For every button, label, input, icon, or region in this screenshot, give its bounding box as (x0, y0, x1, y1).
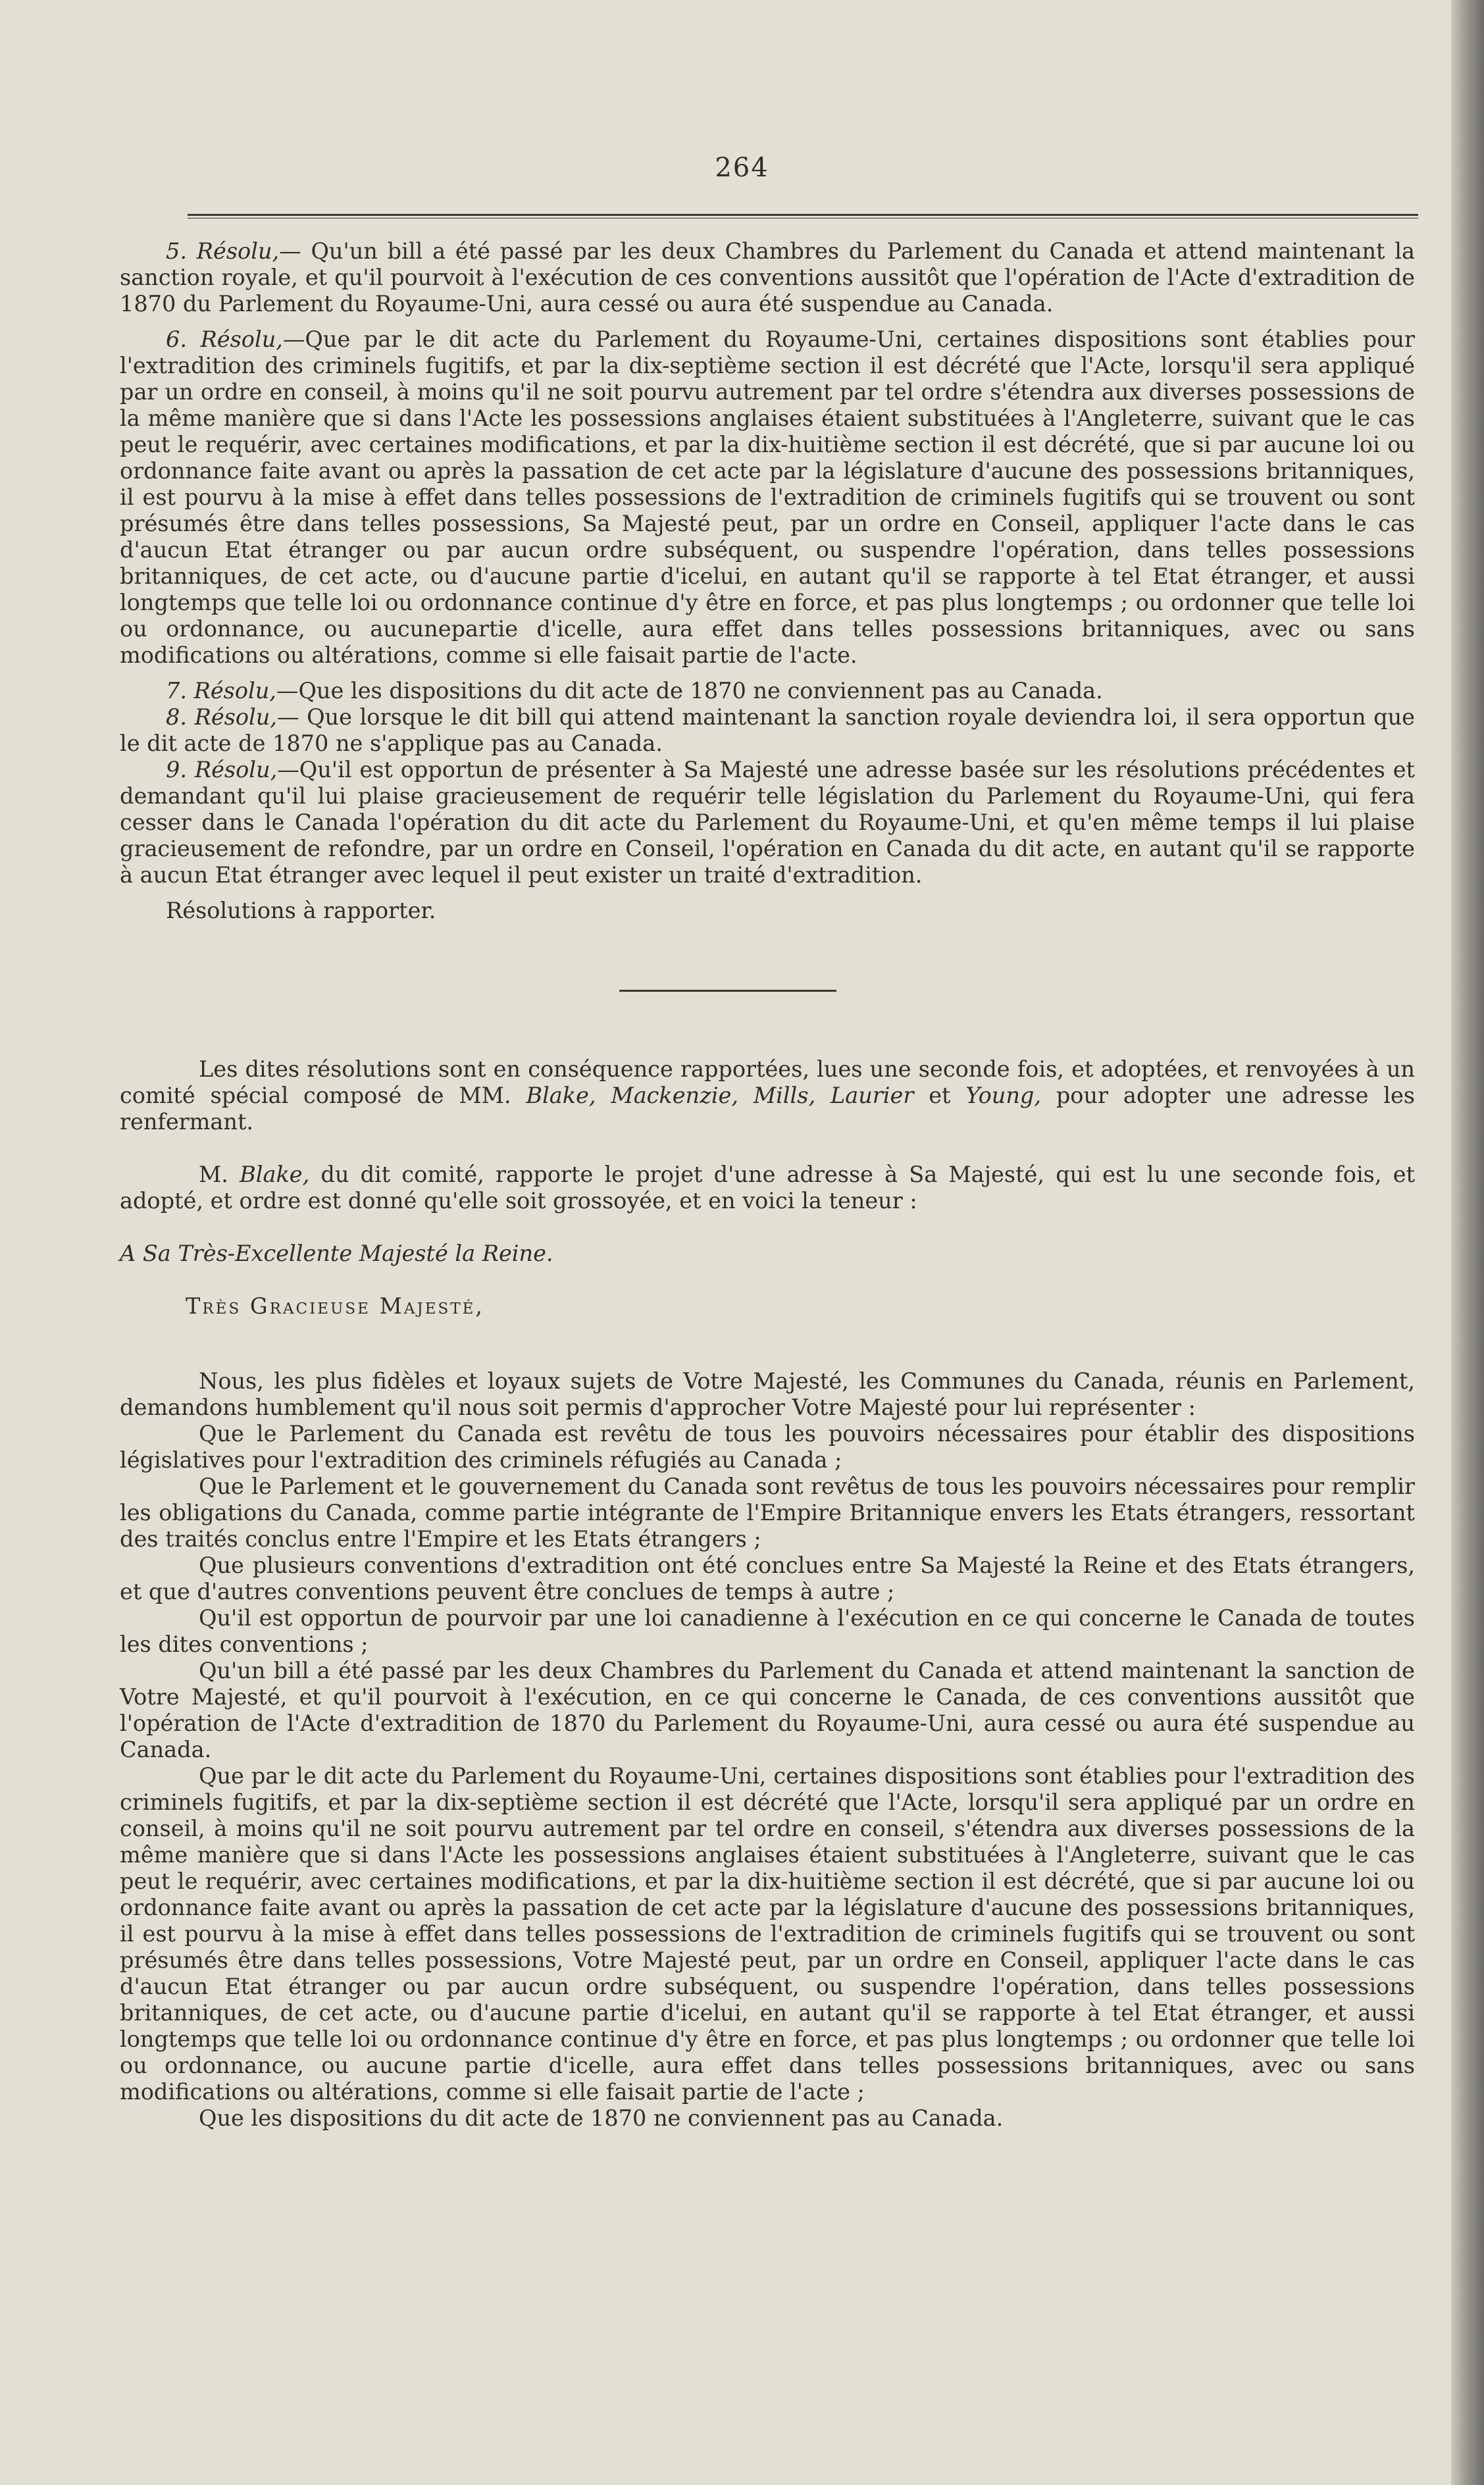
page-number: 264 (715, 153, 769, 183)
resolution-5 (120, 238, 1415, 317)
resolution-label: 6. Résolu, (166, 326, 283, 352)
section-divider (619, 990, 836, 992)
resolution-label: 9. Résolu, (166, 757, 278, 782)
resolution-text: —Que les dispositions du dit acte de 1870 ne conviennent pas au Canada. (276, 678, 1103, 704)
header-rule (188, 214, 1418, 218)
address-paragraph: Nous, les plus fidèles et loyaux sujets de Votre Majesté, les Communes du Canada, réunis en Parlement, demandons humblement qu'il nous soit permis d'approcher Votre Majesté pour lui représenter : (120, 1368, 1415, 1420)
committee-joiner: et (929, 1083, 951, 1108)
binding-gutter (1451, 0, 1484, 2485)
address-heading-text: A Sa Très-Excellente Majesté la Reine. (120, 1241, 553, 1266)
resolution-7 (120, 678, 1415, 704)
address-paragraph: Qu'un bill a été passé par les deux Chambres du Parlement du Canada et attend maintenant la sanction de Votre Majesté, et qu'il pourvoit à l'exécution, en ce qui concerne le Canada, de ces conventions aussitôt que l'opération de l'Acte d'extradition de 1870 du Parlement du Royaume-Uni, aura cessé ou aura été suspendue au Canada. (120, 1658, 1415, 1762)
blake-paragraph (120, 1162, 1415, 1214)
address-paragraph: Que par le dit acte du Parlement du Royaume-Uni, certaines dispositions sont établies pour l'extradition des criminels fugitifs, et par la dix-septième section il est décrété que l'Acte, lorsqu'il sera appliqué par un ordre en conseil, à moins qu'il ne soit pourvu autrement par tel ordre en conseil, s'étendra aux diverses possessions de la même manière que si dans l'Acte les possessions anglaises étaient substituées à l'Angleterre, suivant que le cas peut le requérir, avec certaines modifications, et par la dix-huitième section il est décrété, que si par aucune loi ou ordonnance faite avant ou après la passation de cet acte par la législature d'aucune des possessions britanniques, il est pourvu à la mise à effet dans telles possessions de l'extradition de criminels fugitifs qui se trouvent ou sont présumés être dans telles possessions, Votre Majesté peut, par un ordre en Conseil, appliquer l'acte dans le cas d'aucun Etat étranger ou par aucun ordre subséquent, ou suspendre l'opération, dans telles possessions britanniques, de cet acte, ou d'aucune partie d'icelui, en autant qu'il se rapporte à tel Etat étranger, et aussi longtemps que telle loi ou ordonnance continue d'y être en force, et pas plus longtemps ; ou ordonner que telle loi ou ordonnance, ou aucune partie d'icelle, aura effet dans telles possessions britanniques, avec ou sans modifications ou altérations, comme si elle faisait partie de l'acte ; (120, 1763, 1415, 2105)
text-column (120, 238, 1415, 2132)
address-paragraph: Que les dispositions du dit acte de 1870 ne conviennent pas au Canada. (199, 2105, 1004, 2131)
address-paragraph: Que le Parlement et le gouvernement du Canada sont revêtus de tous les pouvoirs nécessaires pour remplir les obligations du Canada, comme partie intégrante de l'Empire Britannique envers les Etats étrangers, ressortant des traités conclus entre l'Empire et les Etats étrangers ; (120, 1473, 1415, 1552)
resolution-label: 5. Résolu, (166, 238, 280, 264)
resolution-text: — Que lorsque le dit bill qui attend maintenant la sanction royale deviendra loi, il sera opportun que le dit acte de 1870 ne s'applique pas au Canada. (120, 704, 1415, 756)
committee-text: pour adopter une adresse les renfermant. (120, 1083, 1415, 1135)
resolution-text: —Que par le dit acte du Parlement du Royaume-Uni, certaines dispositions sont établies pour l'extradition des criminels fugitifs, et par la dix-septième section il est décrété que l'Acte, lorsqu'il sera appliqué par un ordre en conseil, à moins qu'il ne soit pourvu autrement par tel ordre s'étendra aux diverses possessions de la même manière que si dans l'Acte les possessions anglaises étaient substituées à l'Angleterre, suivant que le cas peut le requérir, avec certaines modifications, et par la dix-huitième section il est décrété, que si par aucune loi ou ordonnance faite avant ou après la passation de cet acte par la législature d'aucune des possessions britanniques, il est pourvu à la mise à effet dans telles possessions de l'extradition de criminels fugitifs qui se trouvent ou sont présumés être dans telles possessions, Sa Majesté peut, par un ordre en Conseil, appliquer l'acte dans le cas d'aucun Etat étranger ou par aucun ordre subséquent, ou suspendre l'opération, dans telles possessions britanniques, de cet acte, ou d'aucune partie d'icelui, en autant qu'il se rapporte à tel Etat étranger, et aussi longtemps que telle loi ou ordonnance continue d'y être en force, et pas plus longtemps ; ou ordonner que telle loi ou ordonnance, ou aucunepartie d'icelle, aura effet dans telles possessions britanniques, avec ou sans modifications ou altérations, comme si elle faisait partie de l'acte. (120, 326, 1415, 668)
address-paragraph: Que le Parlement du Canada est revêtu de tous les pouvoirs nécessaires pour établir des dispositions législatives pour l'extradition des criminels réfugiés au Canada ; (120, 1421, 1415, 1473)
member-name: Laurier (830, 1083, 914, 1108)
resolution-text: —Qu'il est opportun de présenter à Sa Majesté une adresse basée sur les résolutions précédentes et demandant qu'il lui plaise gracieusement de requérir telle législation du Parlement du Royaume-Uni, qui fera cesser dans le Canada l'opération du dit acte du Parlement du Royaume-Uni, et qu'en même temps il lui plaise gracieusement de refondre, par un ordre en Conseil, l'opération en Canada du dit acte, en autant qu'il se rapporte à aucun Etat étranger avec lequel il peut exister un traité d'extradition. (120, 757, 1416, 888)
member-name: Young, (965, 1083, 1041, 1108)
committee-text: Les dites résolutions sont en conséquence rapportées, lues une seconde fois, et adoptées, et renvoyées à un comité spécial composé de MM. (120, 1056, 1415, 1108)
address-heading (120, 1241, 1415, 1267)
resolution-8 (120, 704, 1415, 757)
blake-name: Blake, (240, 1162, 310, 1187)
address-paragraph: Qu'il est opportun de pourvoir par une loi canadienne à l'exécution en ce qui concerne le Canada de toutes les dites conventions ; (120, 1605, 1415, 1657)
blake-text: du dit comité, rapporte le projet d'une adresse à Sa Majesté, qui est lu une seconde fois, et adopté, et ordre est donné qu'elle soit grossoyée, et en voici la teneur : (120, 1162, 1415, 1214)
resolution-6 (120, 326, 1415, 669)
member-name: Blake, (526, 1083, 596, 1108)
salutation: Très Gracieuse Majesté, (186, 1293, 485, 1319)
blake-prefix: M. (199, 1162, 228, 1187)
resolution-text: — Qu'un bill a été passé par les deux Chambres du Parlement du Canada et attend maintenant la sanction royale, et qu'il pourvoit à l'exécution de ces conventions aussitôt que l'opération de l'Acte d'extradition de 1870 du Parlement du Royaume-Uni, aura cessé ou aura été suspendue au Canada. (120, 238, 1415, 317)
report-line: Résolutions à rapporter. (166, 898, 436, 923)
member-name: Mills, (753, 1083, 816, 1108)
member-name: Mackenzie, (611, 1083, 738, 1108)
address-paragraph: Que plusieurs conventions d'extradition ont été conclues entre Sa Majesté la Reine et des Etats étrangers, et que d'autres conventions peuvent être conclues de temps à autre ; (120, 1552, 1415, 1604)
resolution-label: 7. Résolu, (166, 678, 276, 704)
committee-paragraph (120, 1056, 1415, 1135)
resolution-label: 8. Résolu, (166, 704, 277, 730)
resolution-9 (120, 757, 1415, 888)
